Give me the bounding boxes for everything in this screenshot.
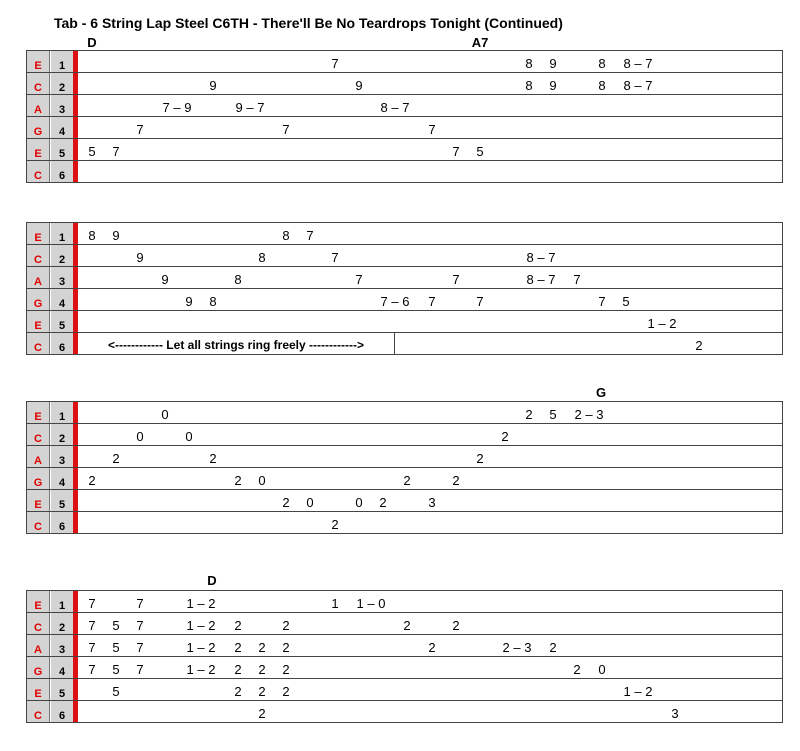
fret-number: 2 – 3 — [502, 640, 532, 655]
fret-number: 9 — [355, 78, 363, 93]
fret-number: 7 — [88, 662, 96, 677]
fret-number: 5 — [112, 618, 120, 633]
fret-number: 7 — [428, 294, 436, 309]
string-row — [26, 590, 783, 613]
fret-number: 2 — [525, 407, 533, 422]
fret-number: 2 — [331, 517, 339, 532]
string-row — [26, 678, 783, 701]
chord-label: D — [207, 573, 217, 588]
fret-number: 9 — [209, 78, 217, 93]
fret-number: 8 — [234, 272, 242, 287]
string-letter: C — [27, 613, 50, 634]
string-row — [26, 423, 783, 446]
start-bar — [73, 635, 78, 656]
fret-number: 2 — [234, 473, 242, 488]
fret-number: 8 – 7 — [526, 272, 556, 287]
fret-number: 1 – 0 — [356, 596, 386, 611]
fret-number: 0 — [161, 407, 169, 422]
fret-number: 7 — [476, 294, 484, 309]
string-number: 4 — [51, 117, 73, 138]
string-letter: C — [27, 512, 50, 533]
fret-number: 0 — [136, 429, 144, 444]
fret-number: 2 — [549, 640, 557, 655]
string-letter: G — [27, 289, 50, 310]
fret-number: 9 — [185, 294, 193, 309]
string-row — [26, 310, 783, 333]
start-bar — [73, 311, 78, 332]
fret-number: 5 — [112, 684, 120, 699]
chord-label: D — [87, 35, 97, 50]
start-bar — [73, 591, 78, 612]
fret-number: 7 — [136, 662, 144, 677]
fret-number: 7 — [428, 122, 436, 137]
string-letter: C — [27, 245, 50, 266]
fret-number: 1 – 2 — [186, 662, 216, 677]
start-bar — [73, 446, 78, 467]
string-letter: A — [27, 635, 50, 656]
fret-number: 8 — [282, 228, 290, 243]
string-number: 1 — [51, 223, 73, 244]
start-bar — [73, 267, 78, 288]
string-number: 1 — [51, 402, 73, 423]
start-bar — [73, 468, 78, 489]
start-bar — [73, 402, 78, 423]
fret-number: 7 — [452, 144, 460, 159]
string-number: 3 — [51, 267, 73, 288]
fret-number: 1 – 2 — [186, 596, 216, 611]
fret-number: 0 — [258, 473, 266, 488]
fret-number: 5 — [88, 144, 96, 159]
string-number: 2 — [51, 613, 73, 634]
fret-number: 2 — [282, 684, 290, 699]
fret-number: 1 — [331, 596, 339, 611]
fret-number: 7 — [331, 56, 339, 71]
fret-number: 2 — [209, 451, 217, 466]
fret-number: 7 — [306, 228, 314, 243]
string-row — [26, 244, 783, 267]
fret-number: 2 — [501, 429, 509, 444]
start-bar — [73, 245, 78, 266]
string-number: 3 — [51, 95, 73, 116]
start-bar — [73, 161, 78, 182]
fret-number: 2 — [234, 640, 242, 655]
chord-label: G — [595, 385, 607, 400]
fret-number: 7 — [136, 596, 144, 611]
fret-number: 2 — [282, 495, 290, 510]
fret-number: 9 — [161, 272, 169, 287]
string-number: 5 — [51, 679, 73, 700]
string-letter: E — [27, 51, 50, 72]
tab-staff — [26, 590, 783, 723]
fret-number: 8 — [209, 294, 217, 309]
fret-number: 1 – 2 — [186, 618, 216, 633]
string-number: 3 — [51, 635, 73, 656]
fret-number: 5 — [549, 407, 557, 422]
string-number: 3 — [51, 446, 73, 467]
start-bar — [73, 223, 78, 244]
fret-number: 7 — [136, 122, 144, 137]
fret-number: 8 – 7 — [623, 56, 653, 71]
fret-number: 8 – 7 — [380, 100, 410, 115]
fret-number: 2 — [573, 662, 581, 677]
fret-number: 8 — [88, 228, 96, 243]
fret-number: 2 — [282, 662, 290, 677]
fret-number: 2 — [695, 338, 703, 353]
string-number: 4 — [51, 289, 73, 310]
string-number: 4 — [51, 468, 73, 489]
fret-number: 0 — [306, 495, 314, 510]
string-row — [26, 116, 783, 139]
string-letter: E — [27, 490, 50, 511]
fret-number: 8 – 7 — [623, 78, 653, 93]
fret-number: 9 — [549, 56, 557, 71]
string-row — [26, 288, 783, 311]
string-number: 6 — [51, 701, 73, 722]
string-row — [26, 489, 783, 512]
fret-number: 2 — [403, 473, 411, 488]
fret-number: 7 — [112, 144, 120, 159]
start-bar — [73, 424, 78, 445]
fret-number: 7 — [598, 294, 606, 309]
fret-number: 2 — [379, 495, 387, 510]
fret-number: 2 — [258, 662, 266, 677]
start-bar — [73, 613, 78, 634]
string-row — [26, 138, 783, 161]
fret-number: 7 — [88, 618, 96, 633]
fret-number: 7 – 9 — [162, 100, 192, 115]
fret-number: 2 — [476, 451, 484, 466]
fret-number: 7 — [331, 250, 339, 265]
fret-number: 2 — [258, 706, 266, 721]
string-row — [26, 634, 783, 657]
fret-number: 8 — [525, 78, 533, 93]
tab-staff — [26, 401, 783, 534]
start-bar — [73, 512, 78, 533]
fret-number: 1 – 2 — [647, 316, 677, 331]
fret-number: 5 — [112, 662, 120, 677]
fret-number: 5 — [622, 294, 630, 309]
string-letter: E — [27, 223, 50, 244]
string-row — [26, 94, 783, 117]
fret-number: 2 — [452, 473, 460, 488]
string-number: 6 — [51, 512, 73, 533]
string-number: 4 — [51, 657, 73, 678]
string-number: 2 — [51, 73, 73, 94]
string-row — [26, 445, 783, 468]
start-bar — [73, 95, 78, 116]
fret-number: 7 — [136, 640, 144, 655]
start-bar — [73, 490, 78, 511]
string-row — [26, 332, 783, 355]
string-row — [26, 222, 783, 245]
string-row — [26, 72, 783, 95]
string-letter: C — [27, 333, 50, 354]
fret-number: 8 — [598, 78, 606, 93]
fret-number: 2 — [258, 640, 266, 655]
fret-number: 2 — [234, 684, 242, 699]
string-letter: E — [27, 591, 50, 612]
start-bar — [73, 139, 78, 160]
fret-number: 8 — [598, 56, 606, 71]
string-letter: C — [27, 701, 50, 722]
string-number: 2 — [51, 245, 73, 266]
fret-number: 9 — [136, 250, 144, 265]
fret-number: 0 — [185, 429, 193, 444]
tab-staff — [26, 50, 783, 183]
string-letter: C — [27, 161, 50, 182]
fret-number: 3 — [428, 495, 436, 510]
string-letter: A — [27, 267, 50, 288]
string-row — [26, 401, 783, 424]
fret-number: 9 – 7 — [235, 100, 265, 115]
fret-number: 0 — [355, 495, 363, 510]
string-number: 5 — [51, 311, 73, 332]
fret-number: 2 — [234, 662, 242, 677]
fret-number: 1 – 2 — [623, 684, 653, 699]
fret-number: 1 – 2 — [186, 640, 216, 655]
fret-number: 2 — [112, 451, 120, 466]
ring-freely-note: <------------ Let all strings ring freely ------------> — [78, 333, 395, 354]
fret-number: 8 – 7 — [526, 250, 556, 265]
start-bar — [73, 51, 78, 72]
string-letter: A — [27, 95, 50, 116]
fret-number: 2 — [258, 684, 266, 699]
fret-number: 5 — [112, 640, 120, 655]
string-number: 6 — [51, 333, 73, 354]
string-letter: C — [27, 424, 50, 445]
fret-number: 0 — [598, 662, 606, 677]
fret-number: 8 — [258, 250, 266, 265]
string-letter: C — [27, 73, 50, 94]
start-bar — [73, 679, 78, 700]
string-letter: G — [27, 468, 50, 489]
string-row — [26, 700, 783, 723]
fret-number: 7 — [282, 122, 290, 137]
fret-number: 9 — [112, 228, 120, 243]
string-row — [26, 612, 783, 635]
fret-number: 2 – 3 — [574, 407, 604, 422]
string-number: 2 — [51, 424, 73, 445]
string-row — [26, 511, 783, 534]
string-letter: E — [27, 402, 50, 423]
page-title: Tab - 6 String Lap Steel C6TH - There'll Be No Teardrops Tonight (Continued) — [54, 15, 563, 31]
fret-number: 2 — [403, 618, 411, 633]
string-letter: G — [27, 657, 50, 678]
string-letter: E — [27, 679, 50, 700]
string-number: 5 — [51, 490, 73, 511]
fret-number: 7 — [136, 618, 144, 633]
string-number: 6 — [51, 161, 73, 182]
string-letter: A — [27, 446, 50, 467]
string-row — [26, 656, 783, 679]
start-bar — [73, 289, 78, 310]
fret-number: 9 — [549, 78, 557, 93]
string-number: 1 — [51, 51, 73, 72]
fret-number: 7 — [88, 596, 96, 611]
fret-number: 2 — [282, 640, 290, 655]
string-letter: E — [27, 311, 50, 332]
string-row — [26, 266, 783, 289]
tab-staff — [26, 222, 783, 355]
chord-label: A7 — [471, 35, 489, 50]
string-row — [26, 50, 783, 73]
start-bar — [73, 117, 78, 138]
start-bar — [73, 73, 78, 94]
string-row — [26, 467, 783, 490]
fret-number: 2 — [234, 618, 242, 633]
string-number: 5 — [51, 139, 73, 160]
fret-number: 7 – 6 — [380, 294, 410, 309]
fret-number: 8 — [525, 56, 533, 71]
fret-number: 7 — [573, 272, 581, 287]
fret-number: 7 — [88, 640, 96, 655]
string-number: 1 — [51, 591, 73, 612]
start-bar — [73, 657, 78, 678]
string-letter: E — [27, 139, 50, 160]
fret-number: 2 — [452, 618, 460, 633]
fret-number: 2 — [282, 618, 290, 633]
string-letter: G — [27, 117, 50, 138]
fret-number: 7 — [452, 272, 460, 287]
fret-number: 5 — [476, 144, 484, 159]
fret-number: 3 — [671, 706, 679, 721]
string-row — [26, 160, 783, 183]
fret-number: 7 — [355, 272, 363, 287]
fret-number: 2 — [428, 640, 436, 655]
fret-number: 2 — [88, 473, 96, 488]
start-bar — [73, 701, 78, 722]
